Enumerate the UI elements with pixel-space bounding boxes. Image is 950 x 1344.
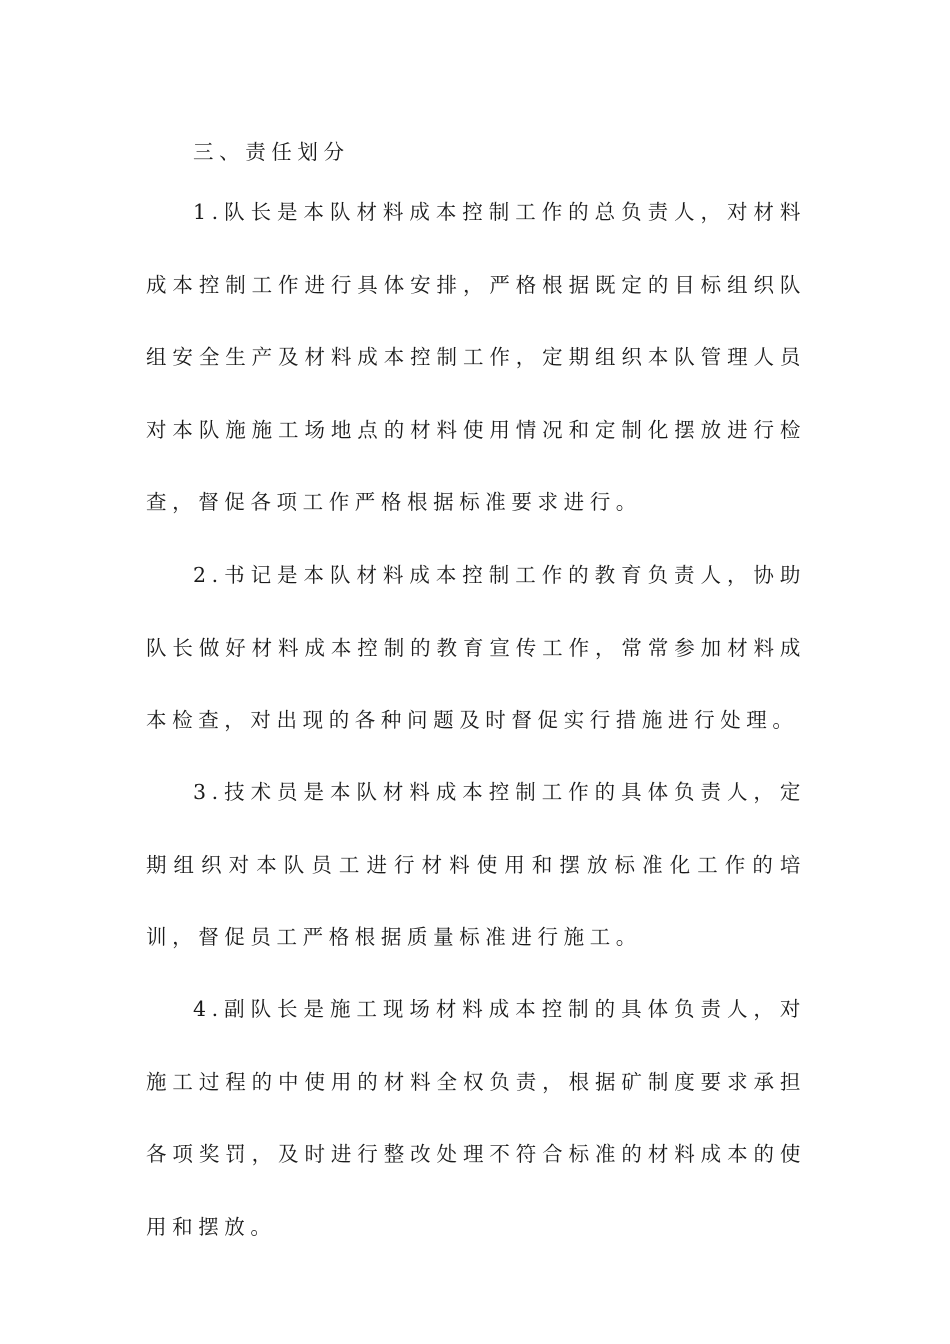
section-heading: 三、责任划分 — [193, 140, 350, 164]
paragraph-3-block — [146, 756, 806, 974]
paragraph-3: 3.技术员是本队材料成本控制工作的具体负责人，定期组织对本队员工进行材料使用和摆放标准化工作的培训，督促员工严格根据质量标准进行施工。 — [146, 780, 806, 949]
paragraph-2-block — [146, 539, 806, 757]
paragraph-1: 1.队长是本队材料成本控制工作的总负责人，对材料成本控制工作进行具体安排，严格根据既定的目标组织队组安全生产及材料成本控制工作，定期组织本队管理人员对本队施施工场地点的材料使用情况和定制化摆放进行检查，督促各项工作严格根据标准要求进行。 — [146, 200, 806, 514]
paragraph-4-block — [146, 973, 806, 1263]
paragraph-1-block — [146, 176, 806, 539]
paragraph-2: 2.书记是本队材料成本控制工作的教育负责人，协助队长做好材料成本控制的教育宣传工作，常常参加材料成本检查，对出现的各种问题及时督促实行措施进行处理。 — [146, 563, 806, 732]
paragraph-4: 4.副队长是施工现场材料成本控制的具体负责人，对施工过程的中使用的材料全权负责，根据矿制度要求承担各项奖罚，及时进行整改处理不符合标准的材料成本的使用和摆放。 — [146, 997, 806, 1239]
